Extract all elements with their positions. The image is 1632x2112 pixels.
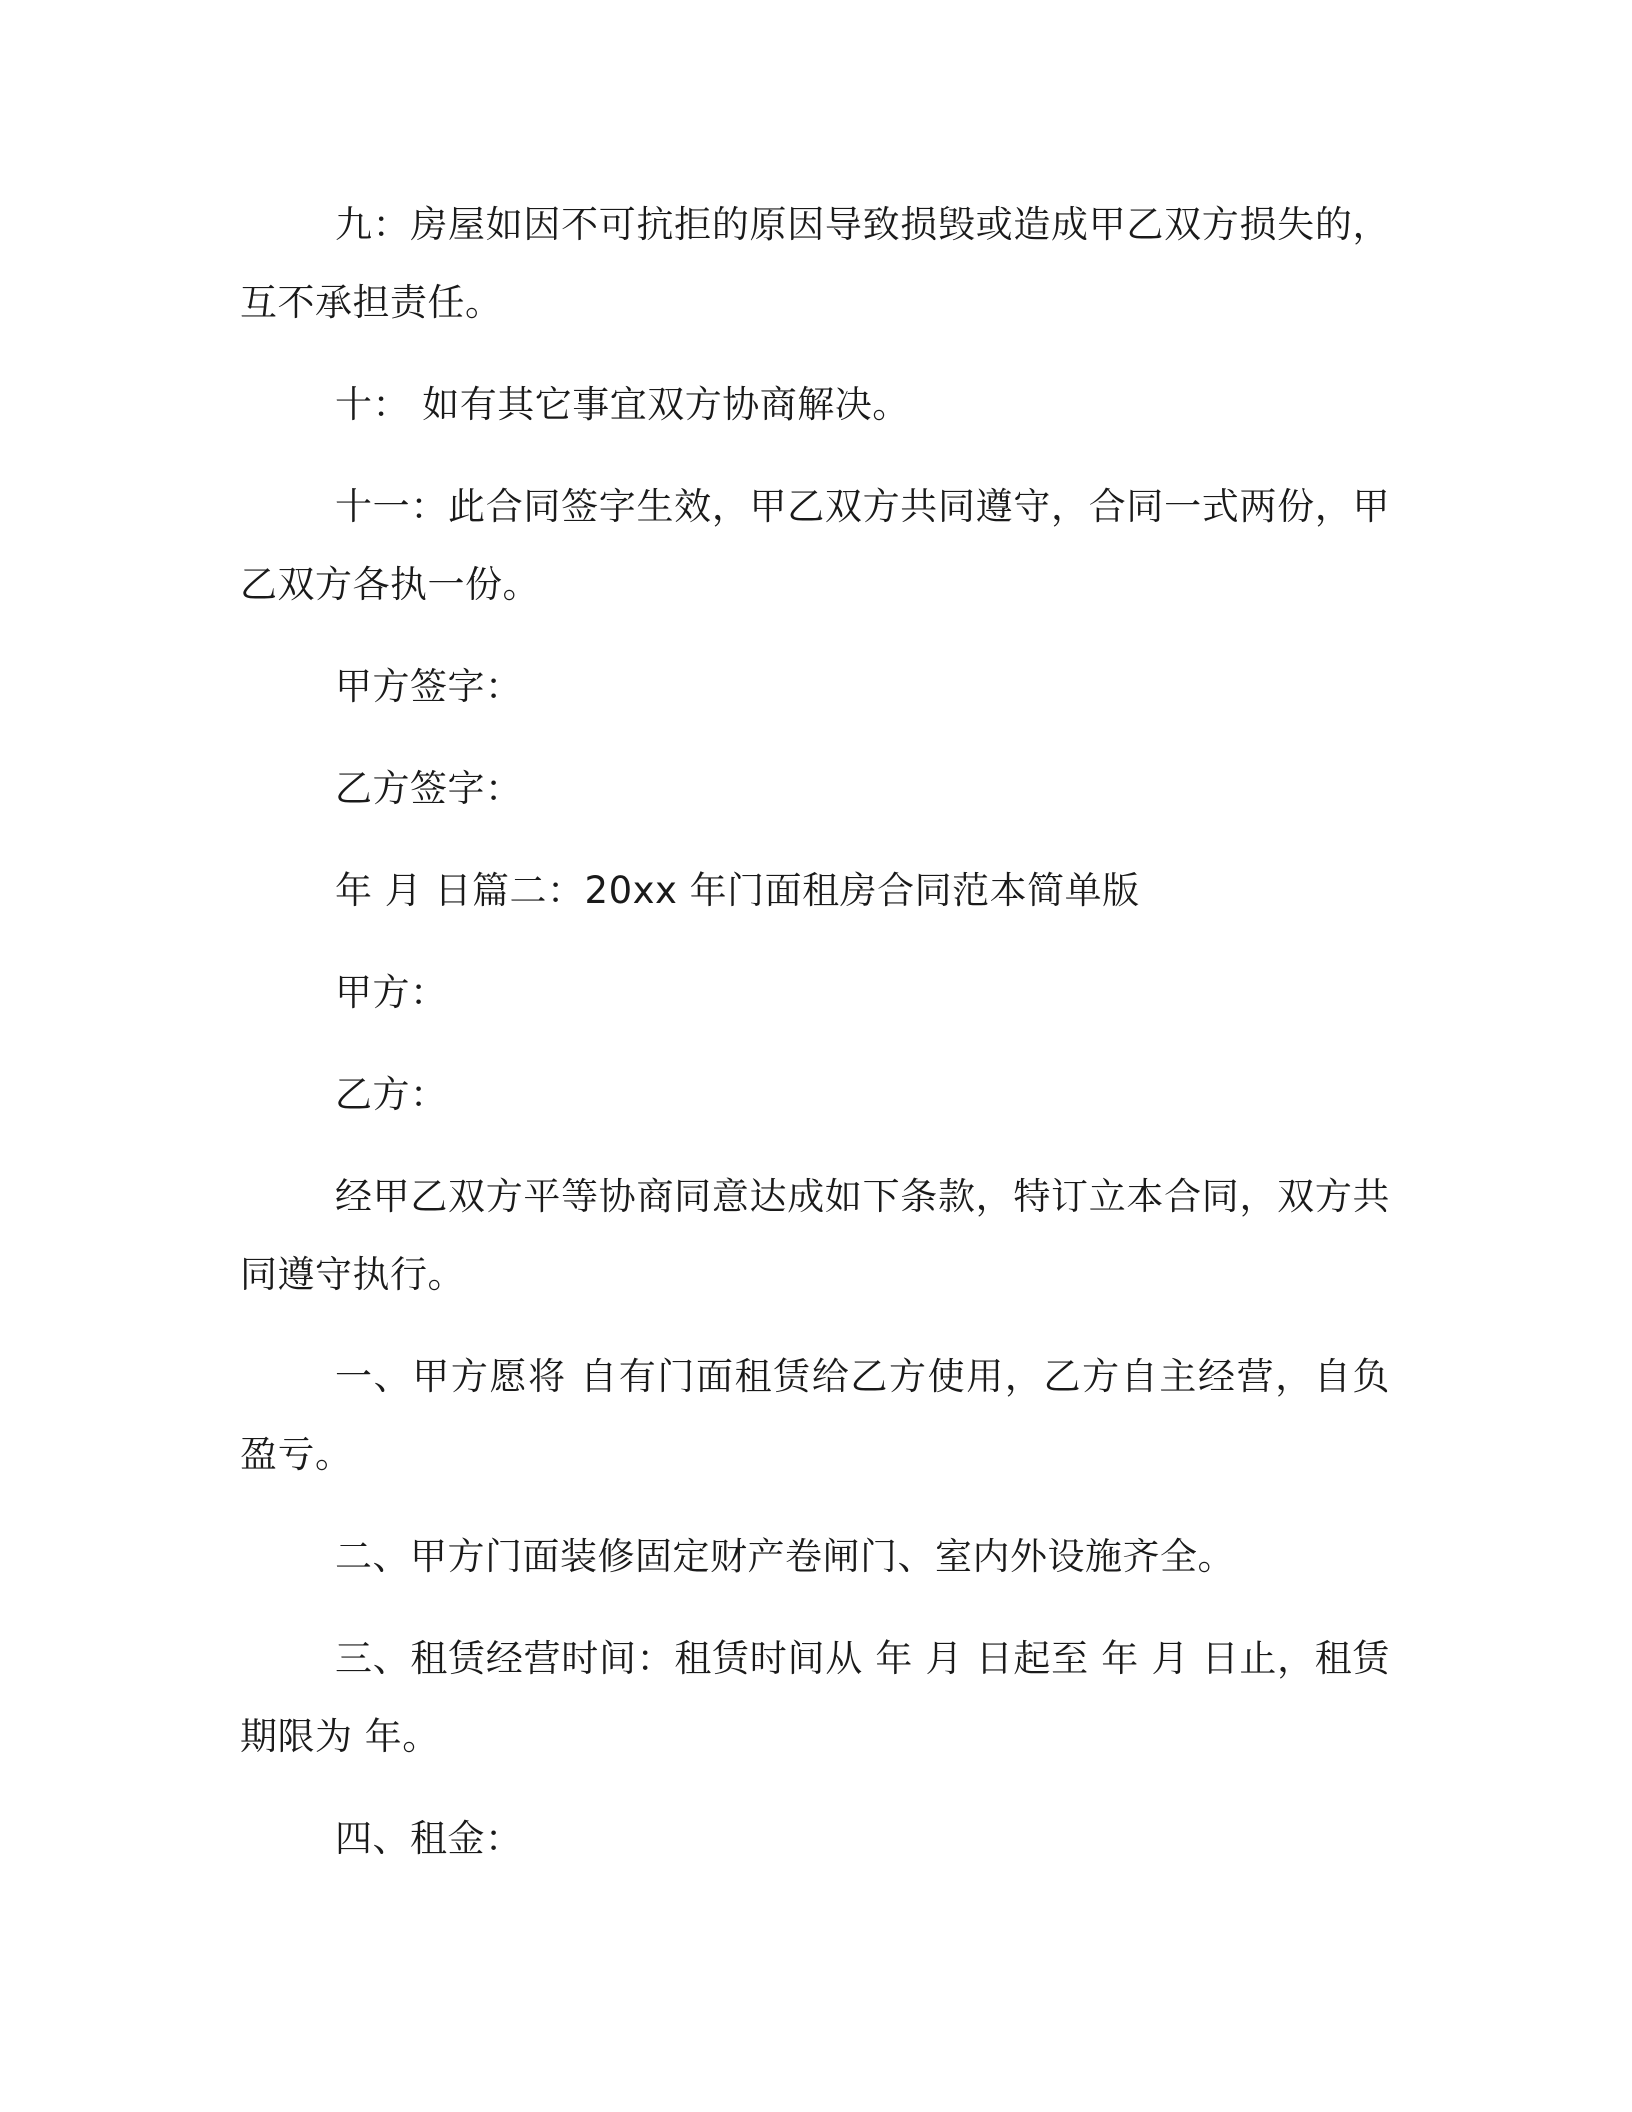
contract-preamble: 经甲乙双方平等协商同意达成如下条款，特订立本合同，双方共同遵守执行。 <box>240 1175 1390 1296</box>
section-two-title: 年 月 日篇二：20xx 年门面租房合同范本简单版 <box>335 869 1140 912</box>
article-two: 二、甲方门面装修固定财产卷闸门、室内外设施齐全。 <box>335 1535 1235 1578</box>
party-a-signature: 甲方签字： <box>335 665 523 708</box>
clause-ten: 十： 如有其它事宜双方协商解决。 <box>335 383 910 426</box>
clause-eleven: 十一：此合同签字生效，甲乙双方共同遵守，合同一式两份，甲乙双方各执一份。 <box>240 485 1390 606</box>
clause-nine: 九：房屋如因不可抗拒的原因导致损毁或造成甲乙双方损失的，互不承担责任。 <box>240 203 1390 324</box>
article-one: 一、甲方愿将 自有门面租赁给乙方使用，乙方自主经营，自负盈亏。 <box>240 1355 1390 1476</box>
party-b-label: 乙方： <box>335 1073 448 1116</box>
party-a-label: 甲方： <box>335 971 448 1014</box>
party-b-signature: 乙方签字： <box>335 767 523 810</box>
document-body <box>240 186 1390 1902</box>
article-four: 四、租金： <box>335 1817 523 1860</box>
article-three: 三、租赁经营时间：租赁时间从 年 月 日起至 年 月 日止，租赁期限为 年。 <box>240 1637 1390 1758</box>
